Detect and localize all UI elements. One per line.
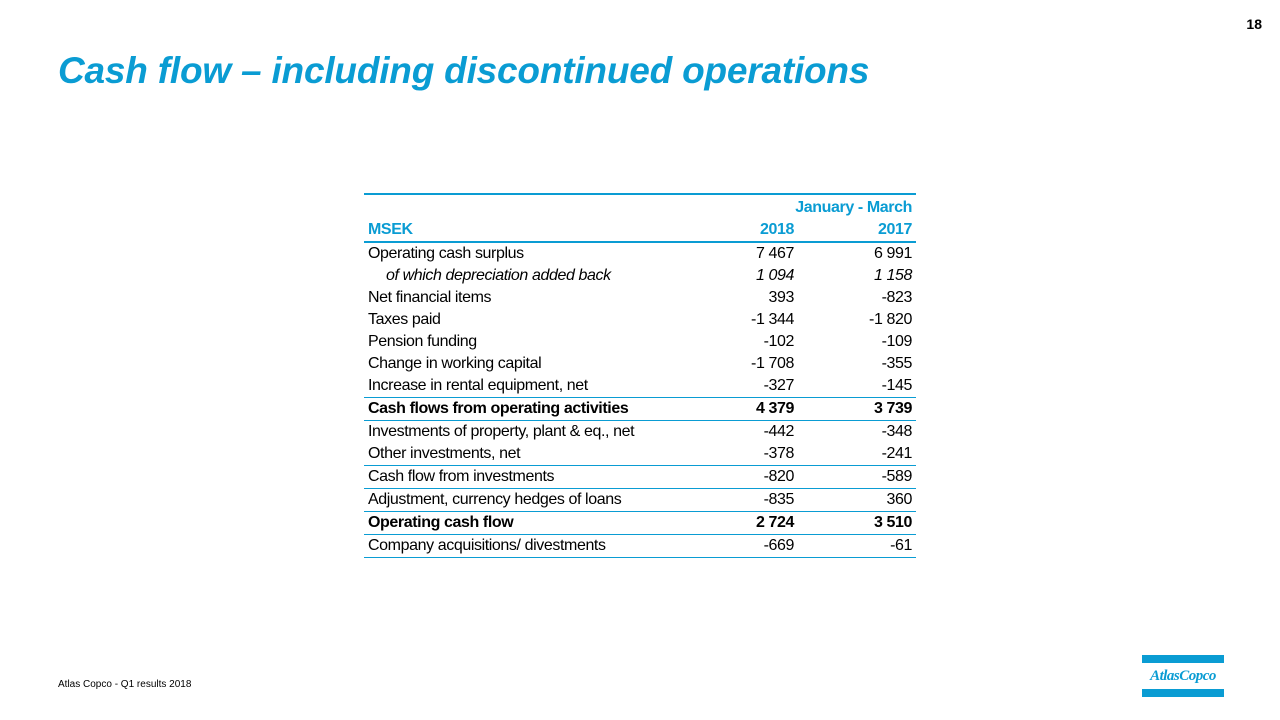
table-row <box>364 443 916 466</box>
value-2017: -109 <box>881 333 912 350</box>
period-label: January - March <box>676 194 916 219</box>
row-label: Change in working capital <box>368 355 542 372</box>
value-2018: 2 724 <box>676 512 798 535</box>
row-label: Operating cash surplus <box>368 245 524 262</box>
table-row <box>364 489 916 512</box>
value-2017: 6 991 <box>873 245 912 262</box>
row-label: Increase in rental equipment, net <box>364 375 676 398</box>
value-2018: -327 <box>676 375 798 398</box>
logo-bottom-bar <box>1142 689 1224 697</box>
period-header-row <box>364 194 916 219</box>
row-label: Other investments, net <box>364 443 676 466</box>
subtotal-row <box>364 466 916 489</box>
cash-flow-table <box>364 193 916 558</box>
row-label: Investments of property, plant & eq., net <box>368 423 635 440</box>
value-2017: -241 <box>798 443 916 466</box>
footer-text: Atlas Copco - Q1 results 2018 <box>58 679 192 690</box>
value-2017: 3 739 <box>798 398 916 421</box>
value-2018: 1 094 <box>755 267 794 284</box>
value-2017: -823 <box>881 289 912 306</box>
subtotal-row <box>364 398 916 421</box>
value-2018: -1 344 <box>751 311 794 328</box>
value-2017: -145 <box>798 375 916 398</box>
table-row <box>364 353 916 375</box>
row-label: Operating cash flow <box>364 512 676 535</box>
row-label: Net financial items <box>368 289 492 306</box>
slide-title: Cash flow – including discontinued operations <box>58 50 870 91</box>
table-row <box>364 287 916 309</box>
value-2018: -442 <box>763 423 794 440</box>
unit-label: MSEK <box>364 219 676 242</box>
table-row <box>364 331 916 353</box>
value-2017: -348 <box>881 423 912 440</box>
total-row <box>364 512 916 535</box>
value-2018: 393 <box>768 289 794 306</box>
value-2018: 4 379 <box>676 398 798 421</box>
row-label: of which depreciation added back <box>386 267 611 284</box>
table-row <box>364 309 916 331</box>
value-2017: 3 510 <box>798 512 916 535</box>
logo-top-bar <box>1142 655 1224 663</box>
col-header-2017: 2017 <box>798 219 916 242</box>
value-2018: -1 708 <box>751 355 794 372</box>
value-2017: -589 <box>798 466 916 489</box>
value-2017: 360 <box>798 489 916 512</box>
value-2018: -669 <box>676 535 798 558</box>
value-2018: -102 <box>763 333 794 350</box>
table-row <box>364 535 916 558</box>
table-row <box>364 421 916 444</box>
value-2018: -835 <box>676 489 798 512</box>
row-label: Taxes paid <box>368 311 441 328</box>
value-2017: 1 158 <box>873 267 912 284</box>
row-label: Cash flow from investments <box>364 466 676 489</box>
table-row <box>364 375 916 398</box>
page-number: 18 <box>1246 16 1262 32</box>
row-label: Cash flows from operating activities <box>364 398 676 421</box>
row-label: Pension funding <box>368 333 477 350</box>
value-2017: -61 <box>798 535 916 558</box>
logo-wordmark: AtlasCopco <box>1150 668 1216 684</box>
value-2017: -355 <box>881 355 912 372</box>
column-header-row <box>364 219 916 242</box>
value-2018: -378 <box>676 443 798 466</box>
atlas-copco-logo <box>1142 655 1224 697</box>
col-header-2018: 2018 <box>676 219 798 242</box>
value-2017: -1 820 <box>869 311 912 328</box>
row-label: Company acquisitions/ divestments <box>364 535 676 558</box>
table-row <box>364 242 916 265</box>
value-2018: -820 <box>676 466 798 489</box>
row-label: Adjustment, currency hedges of loans <box>364 489 676 512</box>
table-row <box>364 265 916 287</box>
value-2018: 7 467 <box>755 245 794 262</box>
